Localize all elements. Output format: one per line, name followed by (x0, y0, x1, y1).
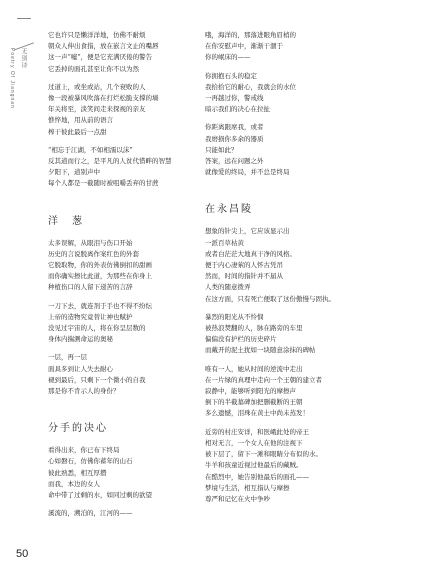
poem-line: 一再越过你，警戒线 (205, 94, 264, 103)
poem-line: 梦境与生活，相互指认与摩擦 (205, 483, 290, 492)
poem-line: 或者白茫茫大地真干净的风格。 (205, 249, 296, 258)
poem-line: 夕阳下，道别声中 (48, 168, 100, 177)
poem-line: 它也许只是懒洋洋地，仿佛不耐烦 (48, 31, 146, 39)
poem-line: 榨干彼此最后一点甜 (48, 127, 107, 136)
poem-line: 溪流的，溯泊的，江河的—— (48, 509, 133, 518)
poem-line: 在这方面，只有死亡便取了这份傲慢与固执。 (205, 294, 335, 303)
poem-line: 像一段被暴风吹落在打烂松脆支撑的墙 (48, 94, 159, 103)
poem-line: 你拥抱石头的稳定 (205, 71, 257, 80)
poem-line: 它脱取物，你的外表仿佛倒扣的甜画 (48, 261, 152, 270)
poem-line: 倒下的半截墓碑加把删截断的王朝 (205, 398, 303, 407)
stanza (205, 30, 380, 64)
poem-line: 看得出来，你已布下终局 (48, 446, 120, 455)
poem-line: 憔悴地，用从前的语言 (48, 116, 113, 125)
stanza (205, 364, 380, 420)
poem-line: 一层，再一层 (48, 353, 87, 362)
poem-line: 彼此熟悉，相互厚攒 (48, 468, 107, 477)
poem-line: 被热浪焚翻的人，脉在路旁的车里 (205, 324, 303, 333)
poem-line: 在酷烈中，她告别他最后的面孔—— (205, 472, 309, 481)
poem-line: 便于内心凄萦的人怀古凭吊 (205, 261, 283, 270)
poem-line: 尊严和记忆在火中争吵 (205, 494, 270, 503)
right-column (205, 30, 380, 512)
stanza (205, 427, 380, 505)
poem-line: 朝众人伸出食指，放在嵌言文止的嘴唇 (48, 42, 159, 51)
poem-line: 相对无言，一个女人在他的注视下 (205, 438, 303, 447)
poem-line: 它丢掉的面孔甚至让你不以为然 (48, 64, 139, 73)
poem-line: 答案，远在问题之外 (205, 157, 264, 166)
poem-line: 命中带了过剩的水，如同过剩的欲望 (48, 491, 152, 500)
poem-line: 你距离跟席我，或者 (205, 123, 264, 132)
book-subtitle: Poetry Of Jiangnan (9, 48, 15, 109)
poem-line: 偏偏没有护栏的历史碎片 (205, 335, 277, 344)
poem-line: 寂静中，能够听到阳光的摩擦声 (205, 387, 296, 396)
poem-line: 就像爱的终局，并不总是终局 (205, 168, 290, 177)
poem-title: 分手的决心 (48, 423, 108, 435)
poem-line: 被下层了，留下一滩和眼睛分布似的水。 (205, 450, 322, 459)
stanza (205, 71, 380, 116)
poem-line: 我拾拾它的耐心，我就会的水位 (205, 82, 296, 91)
poem-line: 反其道而行之，是平凡的人贫代惜畔的智慧 (48, 157, 172, 166)
poem-line: 心如磐石，仿佛你蓄年的山石 (48, 457, 133, 466)
poem-line: 然而，时间的指针并不届从 (205, 272, 283, 281)
left-column (48, 30, 208, 527)
poem-line: 人类的随意拨弄 (205, 283, 251, 292)
stanza (48, 145, 208, 190)
poem-line: 而你确实擦比此道，为那些在你身上 (48, 272, 152, 281)
poem-title: 洋 葱 (48, 215, 84, 227)
poem-line: 唯有一人，她从时间的逆流中走出 (205, 364, 303, 373)
stanza (48, 82, 208, 138)
poem-line: 一刀下去，就连剂于手也不得不纷纭 (48, 301, 152, 310)
ornament-line (17, 18, 31, 25)
poem-line: 牛羊和孩童近视过他最后的藏贼。 (205, 461, 303, 470)
book-title: 无别诗 (20, 48, 27, 69)
poem-line: 太多误解，从眼泪与伤口开始 (48, 238, 133, 247)
stanza (205, 122, 380, 178)
poem-line: 上帝的造物究竟替让神也赋护 (48, 312, 133, 321)
poem-line: 暴烈的阳光从不怜悯 (205, 312, 264, 321)
poem-line: 而戴开的泥土扰如一块随意涂抹的碑帖 (205, 346, 316, 355)
poem-line: 我磨损你多余的器质 (205, 134, 264, 143)
stanza (48, 508, 208, 519)
stanza (48, 30, 208, 75)
poem-line: 没见过宇宙的人，将在你呈层数的 (48, 324, 146, 333)
stanza (205, 312, 380, 357)
poem-line: 哦，海洋的，那落进眼角眉梢的 (205, 31, 296, 39)
poem-title: 在永昌陵 (205, 204, 253, 216)
poem-line: 那是你不肯示人的身份？ (48, 387, 120, 396)
poem-line: 过道上，或坐或站，几个衰败的人 (48, 82, 146, 91)
poem-line: 面具多到让人失去耐心 (48, 364, 113, 373)
poem-line: 多么遗憾，泪珠在黄土中尚未蒸发！ (205, 409, 309, 418)
poem-line: 每个人都是一截随时被咀嚼丢弃的甘蔗 (48, 179, 159, 188)
stanza (48, 445, 208, 501)
stanza (48, 238, 208, 294)
poem-line: “相忘于江湖，不如相濡以沫” (48, 145, 133, 154)
poem-line: 在一片绿的真理中走向一个王朝的建立者 (205, 375, 322, 384)
poem-line: 历史的言说脱离作案红色的外套 (48, 249, 139, 258)
poem-line: 在你安慰声中，渐渐干涸于 (205, 42, 283, 51)
poem-line: 一派百草枯黄 (205, 238, 244, 247)
poem-line: 褪到最后，只剩下一个微小的自我 (48, 375, 146, 384)
poem-line: 暗示我们的决心在拉扯 (205, 105, 270, 114)
page-number: 50 (16, 548, 29, 560)
poem-line: 种植伤口的人留下递苦的言辞 (48, 283, 133, 292)
poem-line: 这一声“嘘”，便是它充满厌倦的警告 (48, 53, 153, 62)
poem-line: 近旁的村庄安详，和医峨此处的帝王 (205, 427, 309, 436)
poem-line: 年关将至，淡笑间走来探视的亲友 (48, 105, 146, 114)
poem-line: 只能如此？ (205, 145, 238, 154)
poem-line: 身体内揣测命运的奥秘 (48, 335, 113, 344)
poem-line: 想象的针尖上，它应该显示出 (205, 227, 290, 236)
stanza (48, 352, 208, 397)
poem-line: 而我，本边的女人 (48, 479, 100, 488)
running-head (9, 18, 37, 128)
poem-line: 你的岷床的—— (205, 53, 251, 62)
stanza (205, 226, 380, 304)
stanza (48, 301, 208, 346)
